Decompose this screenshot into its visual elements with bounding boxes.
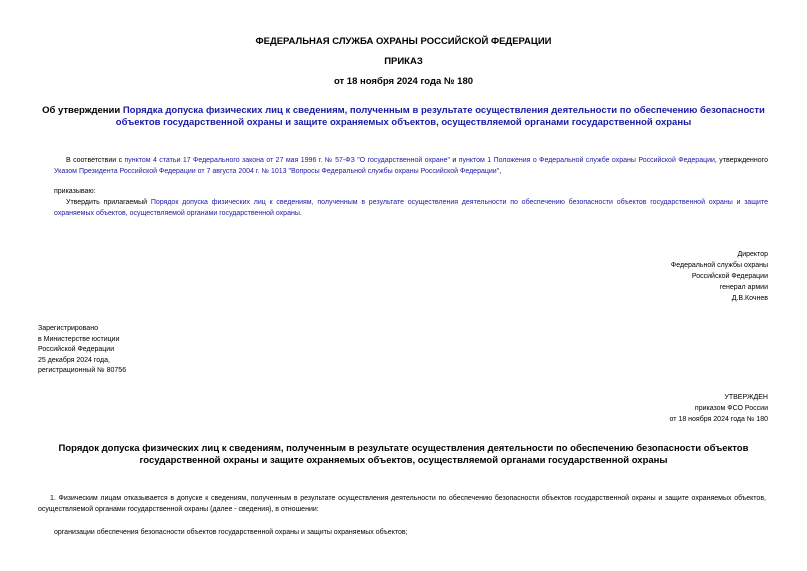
- procedure-link[interactable]: Порядок допуска физических лиц к сведениям, полученным в результате осуществления деятельности по обеспечению безопасности объектов государственной охраны и защите охраняемых объектов, осуществляемой органами государственной охраны: [54, 199, 768, 217]
- preamble-paragraph: [54, 155, 768, 177]
- agency-title: ФЕДЕРАЛЬНАЯ СЛУЖБА ОХРАНЫ РОССИЙСКОЙ ФЕДЕРАЦИИ: [255, 36, 552, 47]
- approved-line: от 18 ноября 2024 года № 180: [669, 416, 768, 423]
- approve-text-1: Утвердить прилагаемый: [66, 199, 151, 206]
- regulation-link[interactable]: пунктом 1 Положения о Федеральной службе охраны Российской Федерации: [458, 157, 715, 164]
- signature-block: [568, 249, 768, 304]
- approved-line: УТВЕРЖДЕН: [724, 394, 768, 401]
- approve-paragraph: [54, 197, 768, 219]
- subject-prefix: Об утверждении: [42, 105, 123, 116]
- registration-block: [38, 324, 258, 377]
- preamble-text-4: ,: [499, 168, 502, 175]
- preamble-text-2: и: [450, 157, 459, 164]
- registration-line: Российской Федерации: [38, 346, 115, 353]
- signature-line: Д.В.Кочнев: [731, 295, 768, 302]
- preamble-text-3: , утвержденного: [714, 157, 768, 164]
- order-date: от 18 ноября 2024 года № 180: [333, 76, 474, 87]
- signature-line: Федеральной службы охраны: [670, 262, 768, 269]
- law-link[interactable]: пунктом 4 статьи 17 Федерального закона от 27 мая 1996 г. № 57-ФЗ "О государственной охране": [124, 157, 451, 164]
- registration-line: регистрационный № 80756: [38, 367, 127, 374]
- procedure-item-1-text: 1. Физическим лицам отказывается в допуске к сведениям, полученным в результате осуществления деятельности по обеспечению безопасности объектов государственной охраны и защите охраняемых объектов, осуществляемой органами государственной охраны (далее - сведения), в отношении:: [38, 495, 766, 513]
- procedure-item-2: организации обеспечения безопасности объектов государственной охраны и защиты охраняемых объектов;: [54, 529, 408, 536]
- signature-line: Директор: [737, 251, 768, 258]
- procedure-title: Порядок допуска физических лиц к сведениям, полученным в результате осуществления деятельности по обеспечению безопасности объектов государственной охраны и защите охраняемых объектов, осуществляемой органами государственной охраны: [58, 443, 749, 466]
- registration-line: Зарегистрировано: [38, 325, 98, 332]
- registration-line: в Министерстве юстиции: [38, 335, 120, 343]
- subject-link[interactable]: Порядка допуска физических лиц к сведениям, полученным в результате осуществления деятельности по обеспечению безопасности объектов государственной охраны и защите охраняемых объектов, осуществляемой органами государственной охраны: [115, 105, 765, 128]
- order-title: ПРИКАЗ: [384, 56, 423, 67]
- registration-line: 25 декабря 2024 года,: [38, 356, 110, 364]
- procedure-item-1: [38, 493, 766, 515]
- approved-line: приказом ФСО России: [694, 405, 768, 412]
- order-subject: [40, 105, 767, 129]
- preamble-text-1: В соответствии с: [66, 157, 125, 164]
- approved-block: [548, 392, 768, 425]
- signature-line: Российской Федерации: [691, 273, 768, 280]
- decree-link[interactable]: Указом Президента Российской Федерации от 7 августа 2004 г. № 1013 "Вопросы Федеральной службы охраны Российской Федерации": [54, 168, 500, 175]
- ordered-label: приказываю:: [54, 188, 96, 195]
- signature-line: генерал армии: [719, 284, 768, 291]
- approve-text-2: .: [299, 210, 302, 217]
